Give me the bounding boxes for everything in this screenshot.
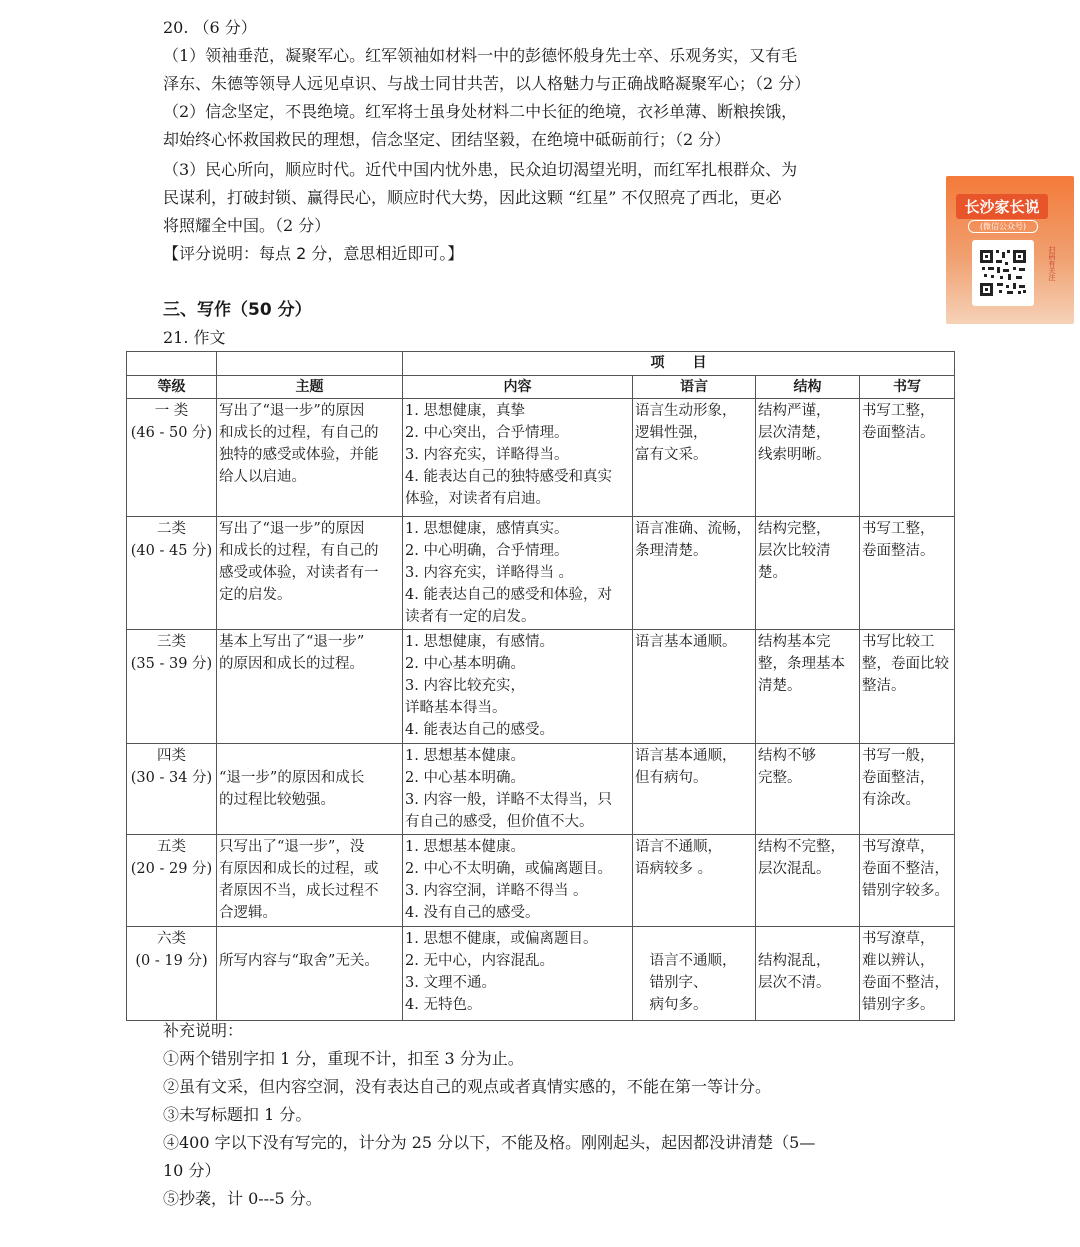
writing-text: 整，卷面比较 bbox=[862, 656, 949, 672]
content-text: 4. 能表达自己的感受和体验，对 bbox=[405, 587, 612, 603]
supplement-item: ④400 字以下没有写完的，计分为 25 分以下，不能及格。刚刚起头，起因都没讲清楚（5— bbox=[163, 1133, 816, 1152]
content-cell bbox=[403, 630, 633, 744]
language-text: 语言基本通顺。 bbox=[635, 634, 737, 650]
theme-cell bbox=[217, 630, 403, 744]
structure-text bbox=[758, 928, 857, 950]
structure-cell bbox=[756, 517, 860, 630]
structure-text: 结构完整， bbox=[758, 521, 831, 537]
q20-line: 将照耀全中国。（2 分） bbox=[163, 216, 331, 235]
column-header: 结构 bbox=[756, 376, 860, 399]
structure-text: 层次混乱。 bbox=[758, 861, 831, 877]
writing-text: 错别字多。 bbox=[862, 997, 935, 1013]
theme-cell bbox=[217, 927, 403, 1021]
structure-text: 层次不清。 bbox=[758, 975, 831, 991]
writing-text: 错别字较多。 bbox=[862, 883, 949, 899]
content-text: 3. 内容充实，详略得当。 bbox=[405, 447, 569, 463]
writing-text: 卷面整洁， bbox=[862, 770, 935, 786]
structure-text: 结构混乱， bbox=[758, 953, 831, 969]
grade-range: (46 - 50 分) bbox=[130, 425, 213, 441]
grade-range: (20 - 29 分) bbox=[130, 861, 213, 877]
grade-cell bbox=[127, 630, 217, 744]
content-cell bbox=[403, 927, 633, 1021]
grade-label: 一 类 bbox=[154, 403, 189, 419]
theme-cell bbox=[217, 517, 403, 630]
header-empty-cell bbox=[127, 352, 217, 376]
grade-label: 四类 bbox=[157, 748, 186, 764]
content-text: 3. 文理不通。 bbox=[405, 975, 496, 991]
structure-text: 结构不够 bbox=[758, 748, 816, 764]
theme-text: 有原因和成长的过程，或 bbox=[219, 861, 379, 877]
language-text: 语言生动形象， bbox=[635, 403, 737, 419]
writing-text: 书写一般， bbox=[862, 748, 935, 764]
grade-cell bbox=[127, 517, 217, 630]
content-text: 2. 中心突出，合乎情理。 bbox=[405, 425, 569, 441]
grade-cell bbox=[127, 744, 217, 835]
structure-cell bbox=[756, 399, 860, 517]
supplement-item: 10 分） bbox=[163, 1161, 221, 1180]
supplement-title: 补充说明： bbox=[163, 1021, 244, 1040]
content-text: 读者有一定的启发。 bbox=[405, 609, 536, 625]
language-cell bbox=[633, 744, 756, 835]
theme-text: 的原因和成长的过程。 bbox=[219, 656, 364, 672]
language-text: 病句多。 bbox=[635, 997, 708, 1013]
theme-text: 基本上写出了“退一步” bbox=[219, 634, 365, 650]
grade-range: (40 - 45 分) bbox=[130, 543, 213, 559]
rubric-row bbox=[127, 744, 955, 835]
rubric-row bbox=[127, 630, 955, 744]
language-text bbox=[635, 928, 753, 950]
content-text: 1. 思想健康，感情真实。 bbox=[405, 521, 569, 537]
supplement-item: ①两个错别字扣 1 分，重现不计，扣至 3 分为止。 bbox=[163, 1049, 524, 1068]
grade-label: 二类 bbox=[157, 521, 186, 537]
writing-text: 书写工整， bbox=[862, 403, 935, 419]
theme-text: 和成长的过程，有自己的 bbox=[219, 425, 379, 441]
content-cell bbox=[403, 399, 633, 517]
rubric-row bbox=[127, 399, 955, 517]
theme-text: 所写内容与“取舍”无关。 bbox=[219, 953, 379, 969]
column-header: 语言 bbox=[633, 376, 756, 399]
content-cell bbox=[403, 517, 633, 630]
column-header: 主题 bbox=[217, 376, 403, 399]
writing-text: 整洁。 bbox=[862, 678, 906, 694]
language-text: 语言准确、流畅， bbox=[635, 521, 751, 537]
structure-text: 清楚。 bbox=[758, 678, 802, 694]
supplement-item: ②虽有文采，但内容空洞，没有表达自己的观点或者真情实感的，不能在第一等计分。 bbox=[163, 1077, 772, 1096]
content-text: 4. 能表达自己的感受。 bbox=[405, 722, 554, 738]
content-text: 3. 内容充实，详略得当 。 bbox=[405, 565, 574, 581]
content-text: 1. 思想健康，有感情。 bbox=[405, 634, 554, 650]
content-text: 2. 中心不太明确，或偏离题目。 bbox=[405, 861, 612, 877]
language-text: 语病较多 。 bbox=[635, 861, 713, 877]
content-text: 4. 没有自己的感受。 bbox=[405, 905, 540, 921]
theme-text: 合逻辑。 bbox=[219, 905, 277, 921]
scoring-note: 【评分说明：每点 2 分，意思相近即可。】 bbox=[163, 244, 464, 263]
language-cell bbox=[633, 927, 756, 1021]
writing-cell bbox=[860, 835, 955, 927]
supplement-item: ③未写标题扣 1 分。 bbox=[163, 1105, 312, 1124]
theme-text bbox=[219, 745, 400, 767]
writing-text: 书写潦草， bbox=[862, 839, 935, 855]
grade-label: 三类 bbox=[157, 634, 186, 650]
project-header: 项 目 bbox=[403, 352, 955, 376]
banner-side-text: 扫码有关注 bbox=[1048, 246, 1056, 281]
writing-text: 卷面不整洁， bbox=[862, 861, 949, 877]
qr-code-icon bbox=[972, 240, 1034, 306]
banner-subtitle: (微信公众号) bbox=[968, 220, 1038, 233]
content-text: 详略基本得当。 bbox=[405, 700, 507, 716]
content-text: 1. 思想基本健康。 bbox=[405, 748, 525, 764]
writing-text: 卷面整洁。 bbox=[862, 543, 935, 559]
content-text: 2. 中心基本明确。 bbox=[405, 656, 525, 672]
q20-line: （2）信念坚定，不畏绝境。红军将士虽身处材料二中长征的绝境，衣衫单薄、断粮挨饿， bbox=[163, 102, 798, 121]
content-text: 4. 无特色。 bbox=[405, 997, 482, 1013]
rubric-body bbox=[127, 399, 955, 1021]
writing-cell bbox=[860, 927, 955, 1021]
rubric-table bbox=[126, 351, 955, 1021]
structure-text: 线索明晰。 bbox=[758, 447, 831, 463]
section-title: 三、写作（50 分） bbox=[163, 300, 312, 320]
theme-text: 和成长的过程，有自己的 bbox=[219, 543, 379, 559]
structure-cell bbox=[756, 927, 860, 1021]
language-text: 富有文采。 bbox=[635, 447, 708, 463]
structure-text: 整，条理基本 bbox=[758, 656, 845, 672]
writing-text: 书写工整， bbox=[862, 521, 935, 537]
grade-cell bbox=[127, 835, 217, 927]
content-text: 3. 内容空洞，详略不得当 。 bbox=[405, 883, 588, 899]
theme-text: 的过程比较勉强。 bbox=[219, 792, 335, 808]
writing-text: 书写比较工 bbox=[862, 634, 935, 650]
writing-text: 书写潦草， bbox=[862, 931, 935, 947]
supplement-item: ⑤抄袭，计 0---5 分。 bbox=[163, 1189, 322, 1208]
writing-text: 卷面不整洁， bbox=[862, 975, 949, 991]
q20-line: （3）民心所向，顺应时代。近代中国内忧外患，民众迫切渴望光明，而红军扎根群众、为 bbox=[163, 160, 798, 179]
structure-text: 层次比较清 bbox=[758, 543, 831, 559]
content-text: 2. 无中心，内容混乱。 bbox=[405, 953, 554, 969]
content-cell bbox=[403, 835, 633, 927]
q20-line: 民谋利，打破封锁、赢得民心，顺应时代大势，因此这颗 “红星” 不仅照亮了西北，更必 bbox=[163, 188, 782, 207]
content-text: 2. 中心明确，合乎情理。 bbox=[405, 543, 569, 559]
column-header: 等级 bbox=[127, 376, 217, 399]
language-text: 错别字、 bbox=[635, 975, 708, 991]
structure-text: 结构基本完 bbox=[758, 634, 831, 650]
qr-promo-banner[interactable] bbox=[946, 176, 1074, 324]
theme-text: “退一步”的原因和成长 bbox=[219, 770, 365, 786]
content-text: 体验，对读者有启迪。 bbox=[405, 491, 550, 507]
theme-text: 写出了“退一步”的原因 bbox=[219, 521, 365, 537]
grade-range: (0 - 19 分) bbox=[135, 953, 208, 969]
writing-text: 卷面整洁。 bbox=[862, 425, 935, 441]
theme-text bbox=[219, 928, 400, 950]
language-text: 语言基本通顺， bbox=[635, 748, 737, 764]
q20-line: 泽东、朱德等领导人远见卓识、与战士同甘共苦，以人格魅力与正确战略凝聚军心；（2 分） bbox=[163, 74, 811, 93]
q20-title: 20. （6 分） bbox=[163, 18, 257, 37]
content-text: 1. 思想基本健康。 bbox=[405, 839, 525, 855]
banner-title: 长沙家长说 bbox=[956, 194, 1048, 219]
grade-label: 五类 bbox=[157, 839, 186, 855]
structure-text: 楚。 bbox=[758, 565, 787, 581]
content-text: 1. 思想不健康，或偏离题目。 bbox=[405, 931, 598, 947]
writing-cell bbox=[860, 630, 955, 744]
theme-text: 定的启发。 bbox=[219, 587, 292, 603]
content-text: 4. 能表达自己的独特感受和真实 bbox=[405, 469, 612, 485]
header-empty-cell bbox=[217, 352, 403, 376]
theme-text: 写出了“退一步”的原因 bbox=[219, 403, 365, 419]
writing-text: 难以辨认， bbox=[862, 953, 935, 969]
content-cell bbox=[403, 744, 633, 835]
structure-cell bbox=[756, 744, 860, 835]
content-text: 3. 内容比较充实， bbox=[405, 678, 525, 694]
rubric-row bbox=[127, 835, 955, 927]
structure-text: 层次清楚， bbox=[758, 425, 831, 441]
structure-text: 结构不完整， bbox=[758, 839, 845, 855]
theme-text: 感受或体验，对读者有一 bbox=[219, 565, 379, 581]
grade-range: (30 - 34 分) bbox=[130, 770, 213, 786]
theme-text: 给人以启迪。 bbox=[219, 469, 306, 485]
q20-line: 却始终心怀救国救民的理想，信念坚定、团结坚毅，在绝境中砥砺前行；（2 分） bbox=[163, 130, 731, 149]
theme-cell bbox=[217, 399, 403, 517]
column-header: 书写 bbox=[860, 376, 955, 399]
grade-label: 六类 bbox=[157, 931, 186, 947]
section-subtitle: 21. 作文 bbox=[163, 328, 226, 347]
theme-text: 者原因不当，成长过程不 bbox=[219, 883, 379, 899]
language-text: 逻辑性强， bbox=[635, 425, 708, 441]
writing-cell bbox=[860, 399, 955, 517]
language-cell bbox=[633, 835, 756, 927]
grade-cell bbox=[127, 399, 217, 517]
theme-text: 只写出了“退一步”，没 bbox=[219, 839, 365, 855]
content-text: 2. 中心基本明确。 bbox=[405, 770, 525, 786]
language-text: 语言不通顺， bbox=[635, 953, 737, 969]
grade-range: (35 - 39 分) bbox=[130, 656, 213, 672]
language-cell bbox=[633, 630, 756, 744]
q20-line: （1）领袖垂范，凝聚军心。红军领袖如材料一中的彭德怀般身先士卒、乐观务实，又有毛 bbox=[163, 46, 798, 65]
structure-text: 完整。 bbox=[758, 770, 802, 786]
theme-cell bbox=[217, 835, 403, 927]
writing-text: 有涂改。 bbox=[862, 792, 920, 808]
theme-cell bbox=[217, 744, 403, 835]
theme-text: 独特的感受或体验，并能 bbox=[219, 447, 379, 463]
language-text: 条理清楚。 bbox=[635, 543, 708, 559]
writing-cell bbox=[860, 744, 955, 835]
content-text: 3. 内容一般，详略不太得当，只 bbox=[405, 792, 612, 808]
grade-cell bbox=[127, 927, 217, 1021]
structure-cell bbox=[756, 835, 860, 927]
language-cell bbox=[633, 517, 756, 630]
structure-cell bbox=[756, 630, 860, 744]
rubric-row bbox=[127, 517, 955, 630]
language-cell bbox=[633, 399, 756, 517]
content-text: 1. 思想健康，真挚 bbox=[405, 403, 525, 419]
structure-text: 结构严谨， bbox=[758, 403, 831, 419]
rubric-row bbox=[127, 927, 955, 1021]
column-header: 内容 bbox=[403, 376, 633, 399]
language-text: 语言不通顺， bbox=[635, 839, 722, 855]
writing-cell bbox=[860, 517, 955, 630]
content-text: 有自己的感受，但价值不大。 bbox=[405, 814, 594, 830]
language-text: 但有病句。 bbox=[635, 770, 708, 786]
